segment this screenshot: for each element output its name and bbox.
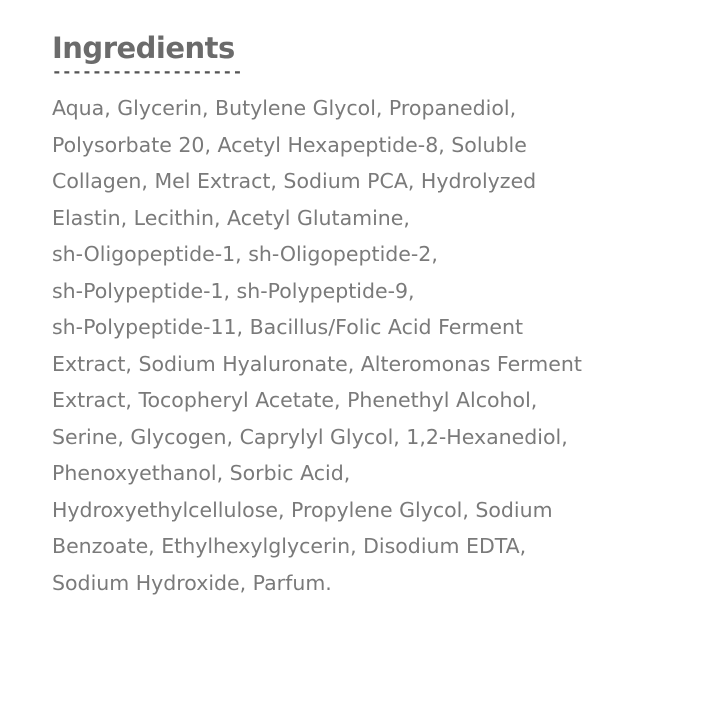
ingredients-list (52, 90, 692, 601)
ingredients-line: sh-Polypeptide-11, Bacillus/Folic Acid Ferment (52, 315, 524, 339)
ingredients-line: Hydroxyethylcellulose, Propylene Glycol, Sodium (52, 497, 553, 522)
ingredients-line: Aqua, Glycerin, Butylene Glycol, Propanediol, (52, 96, 517, 120)
ingredients-line: Elastin, Lecithin, Acetyl Glutamine, (52, 205, 410, 230)
ingredients-title: Ingredients (52, 31, 235, 65)
ingredients-line: sh-Polypeptide-1, sh-Polypeptide-9, (52, 278, 415, 303)
ingredients-line: Polysorbate 20, Acetyl Hexapeptide-8, Soluble (52, 132, 527, 157)
ingredients-line: sh-Oligopeptide-1, sh-Oligopeptide-2, (52, 242, 438, 266)
ingredients-line: Benzoate, Ethylhexylglycerin, Disodium EDTA, (52, 534, 527, 558)
ingredients-line: Phenoxyethanol, Sorbic Acid, (52, 461, 351, 485)
ingredients-line: Sodium Hydroxide, Parfum. (52, 570, 332, 595)
title-dashed-underline: ------------------- (52, 62, 243, 81)
ingredients-line: Extract, Tocopheryl Acetate, Phenethyl Alcohol, (52, 388, 538, 412)
ingredients-line: Extract, Sodium Hyaluronate, Alteromonas Ferment (52, 351, 582, 376)
ingredients-line: Serine, Glycogen, Caprylyl Glycol, 1,2-Hexanediol, (52, 424, 568, 449)
ingredients-line: Collagen, Mel Extract, Sodium PCA, Hydrolyzed (52, 169, 537, 193)
ingredients-panel (52, 28, 692, 601)
